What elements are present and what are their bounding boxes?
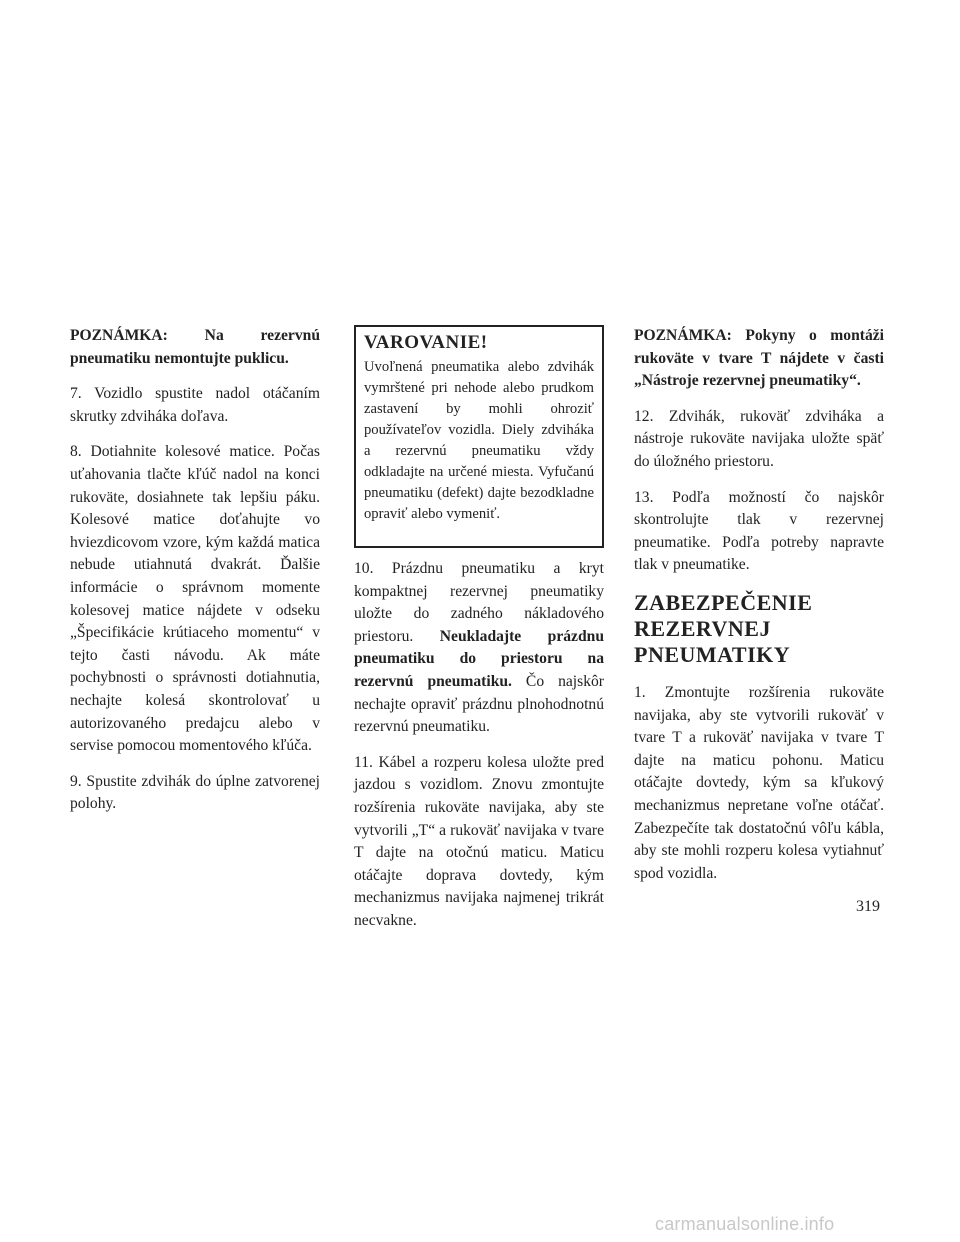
step-9: 9. Spustite zdvihák do úplne zatvorenej polohy.	[70, 772, 320, 813]
step-8: 8. Dotiahnite kolesové matice. Počas uťahovania tlačte kľúč nadol na konci rukoväte, dosiahnete tak lepšiu páku. Kolesové matice doťahujte vo hviezdicovom vzore, kým každá matica nebude utiahnutá dvakrát. Ďalšie informácie o správnom momente kolesovej matice nájdete v odseku „Špecifikácie krútiaceho momentu“ v tejto časti návodu. Ak máte pochybnosti o správnosti dotiahnutia, nechajte kolesá skontrolovať u autorizovaného predajcu alebo v servise pomocou momentového kľúča.	[70, 443, 320, 755]
left-column	[70, 325, 320, 829]
watermark: carmanualsonline.info	[655, 1214, 835, 1234]
securing-step-1: 1. Zmontujte rozšírenia rukoväte navijaka, aby ste vytvorili rukoväť v tvare T a rukoväť navijaka v tvare T dajte na maticu pohonu. Maticu otáčajte dovtedy, kým sa kľukový mechanizmus nepretane voľne otáčať. Zabezpečíte tak dostatočnú vôľu kábla, aby ste mohli rozperu kolesa vytiahnuť spod vozidla.	[634, 683, 884, 882]
page-number: 319	[856, 898, 880, 915]
step-10-text-end: Čo najskôr nechajte opraviť prázdnu plnohodnotnú rezervnú pneumatiku.	[354, 672, 604, 736]
note-hubcap: POZNÁMKA: Na rezervnú pneumatiku nemontujte puklicu.	[70, 327, 320, 367]
step-11: 11. Kábel a rozperu kolesa uložte pred jazdou s vozidlom. Znovu zmontujte rozšírenia rukoväte navijaka, aby ste vytvorili „T“ a rukoväť navijaka v tvare T dajte na otočnú maticu. Maticu otáčajte doprava dovtedy, kým mechanizmus navijaka najmenej trikrát necvakne.	[354, 753, 604, 929]
middle-column	[354, 325, 604, 946]
step-13: 13. Podľa možností čo najskôr skontrolujte tlak v rezervnej pneumatike. Podľa potreby napravte tlak v pneumatike.	[634, 488, 884, 574]
step-7: 7. Vozidlo spustite nadol otáčaním skrutky zdviháka doľava.	[70, 385, 320, 425]
warning-text: Uvoľnená pneumatika alebo zdvihák vymrštené pri nehode alebo prudkom zastavení by mohli ohroziť používateľov vozidla. Diely zdviháka a rezervnú pneumatiku vždy odkladajte na určené miesta. Vyfučanú pneumatiku (defekt) dajte bezodkladne opraviť alebo vymeniť.	[364, 359, 594, 522]
step-10-bold-text: Neukladajte prázdnu pneumatiku do priestoru na rezervnú pneumatiku.	[354, 627, 604, 690]
step-10-text-start: 10. Prázdnu pneumatiku a kryt kompaktnej rezervnej pneumatiky uložte do zadného nákladového priestoru.	[354, 560, 604, 645]
step-12: 12. Zdvihák, rukoväť zdviháka a nástroje rukoväte navijaka uložte späť do úložného priestoru.	[634, 407, 884, 470]
warning-title: VAROVANIE!	[364, 332, 488, 353]
section-heading: ZABEZPEČENIE REZERVNEJ PNEUMATIKY	[634, 589, 813, 667]
note-t-handle: POZNÁMKA: Pokyny o montáži rukoväte v tvare T nájdete v časti „Nástroje rezervnej pneumatiky“.	[634, 327, 884, 390]
warning-box	[354, 325, 604, 548]
step-10	[354, 558, 604, 739]
right-column	[634, 325, 884, 898]
